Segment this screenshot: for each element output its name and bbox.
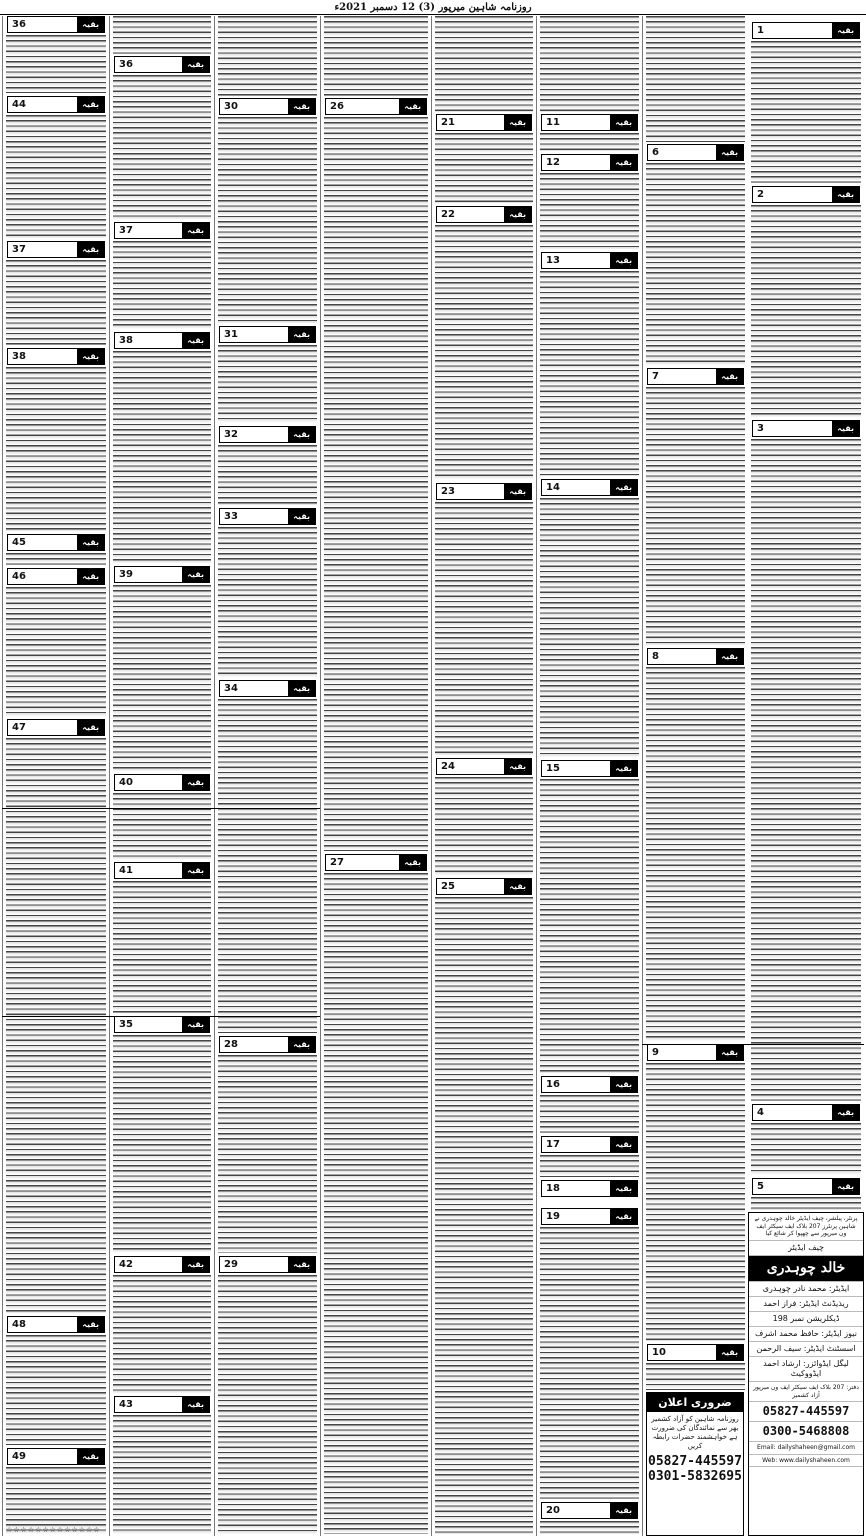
column-1 — [2, 16, 109, 1536]
continuation-number: 22 — [441, 209, 455, 220]
article-text-block — [540, 1095, 639, 1133]
continuation-box-13 — [541, 252, 638, 269]
continuation-box-36 — [114, 56, 210, 73]
continuation-number: 40 — [119, 777, 133, 788]
continuation-number: 9 — [652, 1047, 659, 1058]
continuation-tag: بقیہ — [832, 23, 859, 38]
continuation-number: 7 — [652, 371, 659, 382]
article-text-block — [218, 699, 317, 1033]
chief-editor-label: چیف ایڈیٹر — [749, 1241, 863, 1256]
continuation-box-11 — [541, 114, 638, 131]
article-text-block — [435, 502, 533, 755]
continuation-number: 32 — [224, 429, 238, 440]
continuation-number: 41 — [119, 865, 133, 876]
continuation-box-30 — [219, 98, 316, 115]
continuation-number: 44 — [12, 99, 26, 110]
article-text-block — [646, 667, 745, 1041]
office-address-line: دفتر: 207 بلاک ایف سیکٹر ایف ون میرپور آزاد کشمیر — [749, 1382, 863, 1402]
continuation-tag: بقیہ — [288, 99, 315, 114]
continuation-number: 37 — [12, 244, 26, 255]
continuation-number: 27 — [330, 857, 344, 868]
continuation-number: 38 — [119, 335, 133, 346]
article-text-block — [218, 16, 317, 96]
continuation-box-6 — [647, 144, 744, 161]
article-text-block — [435, 777, 533, 875]
continuation-tag: بقیہ — [610, 115, 637, 130]
article-text-block — [113, 75, 211, 219]
continuation-number: 45 — [12, 537, 26, 548]
article-text-block — [435, 133, 533, 203]
continuation-tag: بقیہ — [610, 155, 637, 170]
continuation-box-18 — [541, 1180, 638, 1197]
article-text-block — [751, 439, 861, 1101]
continuation-number: 18 — [546, 1183, 560, 1194]
continuation-box-3 — [752, 420, 860, 437]
continuation-box-37 — [7, 241, 105, 258]
continuation-tag: بقیہ — [610, 1503, 637, 1518]
continuation-box-17 — [541, 1136, 638, 1153]
continuation-tag: بقیہ — [716, 1345, 743, 1360]
column-separator-line — [642, 1044, 864, 1045]
continuation-number: 14 — [546, 482, 560, 493]
article-text-block — [113, 241, 211, 329]
article-text-block — [751, 1197, 861, 1210]
masthead-phone-1: 05827-445597 — [749, 1402, 863, 1422]
continuation-tag: بقیہ — [182, 57, 209, 72]
continuation-box-8 — [647, 648, 744, 665]
legal-advisor-line: لیگل ایڈوائزر: ارشاد احمد ایڈووکیٹ — [749, 1357, 863, 1382]
continuation-number: 24 — [441, 761, 455, 772]
article-text-block — [324, 16, 428, 96]
continuation-box-36 — [7, 16, 105, 33]
continuation-number: 11 — [546, 117, 560, 128]
continuation-tag: بقیہ — [504, 879, 531, 894]
continuation-number: 2 — [757, 189, 764, 200]
continuation-number: 19 — [546, 1211, 560, 1222]
column-separator-line — [2, 808, 320, 809]
continuation-box-47 — [7, 719, 105, 736]
continuation-number: 38 — [12, 351, 26, 362]
article-text-block — [646, 16, 745, 142]
continuation-box-41 — [114, 862, 210, 879]
continuation-number: 20 — [546, 1505, 560, 1516]
article-text-block — [6, 553, 106, 565]
article-text-block — [751, 205, 861, 417]
continuation-number: 48 — [12, 1319, 26, 1330]
continuation-tag: بقیہ — [716, 1045, 743, 1060]
article-text-block — [646, 387, 745, 645]
continuation-number: 6 — [652, 147, 659, 158]
continuation-box-12 — [541, 154, 638, 171]
continuation-box-16 — [541, 1076, 638, 1093]
article-text-block — [6, 367, 106, 531]
continuation-number: 4 — [757, 1107, 764, 1118]
continuation-tag: بقیہ — [77, 720, 104, 735]
masthead-printer-line: پرنٹر، پبلشر، چیف ایڈیٹر خالد چوہدری نے شاہین پرنٹرز 207 بلاک ایف سیکٹر ایف ون میرپور سے چھپوا کر شائع کیا — [749, 1213, 863, 1241]
continuation-box-26 — [325, 98, 427, 115]
continuation-box-7 — [647, 368, 744, 385]
article-text-block — [540, 271, 639, 476]
newspaper-page — [2, 16, 864, 1536]
continuation-number: 39 — [119, 569, 133, 580]
continuation-tag: بقیہ — [182, 1017, 209, 1032]
column-5 — [431, 16, 536, 1536]
continuation-box-45 — [7, 534, 105, 551]
masthead-email: Email: dailyshaheen@gmail.com — [749, 1442, 863, 1455]
continuation-box-20 — [541, 1502, 638, 1519]
continuation-tag: بقیہ — [610, 1077, 637, 1092]
continuation-number: 36 — [12, 19, 26, 30]
continuation-number: 13 — [546, 255, 560, 266]
continuation-box-9 — [647, 1044, 744, 1061]
article-text-block — [113, 1275, 211, 1393]
article-text-block — [218, 117, 317, 323]
continuation-number: 15 — [546, 763, 560, 774]
article-text-block — [540, 133, 639, 151]
article-text-block — [6, 587, 106, 716]
continuation-number: 3 — [757, 423, 764, 434]
article-text-block — [6, 260, 106, 345]
ad-phone-1: 05827-445597 — [648, 1454, 742, 1470]
ad-body: روزنامہ شاہین کو آزاد کشمیر بھر سے نمائندگان کی ضرورت ہے خواہشمند حضرات رابطہ کریں — [651, 1415, 739, 1451]
continuation-tag: بقیہ — [77, 535, 104, 550]
article-text-block — [113, 351, 211, 563]
continuation-number: 42 — [119, 1259, 133, 1270]
continuation-box-39 — [114, 566, 210, 583]
article-text-block — [435, 897, 533, 1534]
article-text-block — [218, 1275, 317, 1534]
resident-editor-line: ریذیڈنٹ ایڈیٹر: فراز احمد — [749, 1297, 863, 1312]
continuation-tag: بقیہ — [610, 1137, 637, 1152]
masthead — [748, 1212, 864, 1536]
continuation-number: 25 — [441, 881, 455, 892]
continuation-tag: بقیہ — [77, 17, 104, 32]
continuation-box-29 — [219, 1256, 316, 1273]
continuation-box-27 — [325, 854, 427, 871]
continuation-tag: بقیہ — [77, 569, 104, 584]
continuation-tag: بقیہ — [77, 242, 104, 257]
article-text-block — [6, 115, 106, 238]
continuation-number: 34 — [224, 683, 238, 694]
continuation-number: 49 — [12, 1451, 26, 1462]
continuation-box-40 — [114, 774, 210, 791]
continuation-tag: بقیہ — [832, 1179, 859, 1194]
article-text-block — [218, 527, 317, 677]
continuation-number: 47 — [12, 722, 26, 733]
editor-line: ایڈیٹر: محمد نادر چوہدری — [749, 1282, 863, 1297]
ad-phone-2: 0301-5832695 — [648, 1469, 742, 1485]
continuation-tag: بقیہ — [288, 509, 315, 524]
article-text-block — [218, 1055, 317, 1253]
article-text-block — [646, 1363, 745, 1390]
continuation-box-15 — [541, 760, 638, 777]
continuation-box-28 — [219, 1036, 316, 1053]
continuation-box-21 — [436, 114, 532, 131]
continuation-box-37 — [114, 222, 210, 239]
article-text-block — [324, 117, 428, 851]
continuation-tag: بقیہ — [610, 253, 637, 268]
continuation-box-10 — [647, 1344, 744, 1361]
continuation-number: 28 — [224, 1039, 238, 1050]
article-text-block — [113, 793, 211, 859]
continuation-box-35 — [114, 1016, 210, 1033]
article-text-block — [218, 445, 317, 505]
continuation-tag: بقیہ — [832, 421, 859, 436]
article-text-block — [113, 16, 211, 54]
ad-title: ضروری اعلان — [647, 1393, 743, 1412]
continuation-tag: بقیہ — [504, 115, 531, 130]
continuation-tag: بقیہ — [182, 567, 209, 582]
article-text-block — [435, 16, 533, 112]
continuation-tag: بقیہ — [77, 1317, 104, 1332]
continuation-number: 1 — [757, 25, 764, 36]
continuation-tag: بقیہ — [182, 775, 209, 790]
article-text-block — [6, 1335, 106, 1445]
continuation-tag: بقیہ — [504, 759, 531, 774]
article-text-block — [113, 1415, 211, 1534]
continuation-box-19 — [541, 1208, 638, 1225]
continuation-number: 35 — [119, 1019, 133, 1030]
continuation-number: 16 — [546, 1079, 560, 1090]
announcement-ad — [646, 1392, 744, 1536]
continuation-number: 46 — [12, 571, 26, 582]
continuation-box-4 — [752, 1104, 860, 1121]
footer-stars: ☆☆☆☆☆☆☆☆☆☆☆☆☆ — [6, 1526, 101, 1534]
continuation-tag: بقیہ — [288, 1037, 315, 1052]
article-text-block — [113, 585, 211, 771]
continuation-number: 36 — [119, 59, 133, 70]
continuation-number: 17 — [546, 1139, 560, 1150]
article-text-block — [540, 1227, 639, 1499]
continuation-tag: بقیہ — [288, 427, 315, 442]
continuation-tag: بقیہ — [832, 1105, 859, 1120]
continuation-box-23 — [436, 483, 532, 500]
article-text-block — [540, 173, 639, 249]
continuation-tag: بقیہ — [288, 1257, 315, 1272]
continuation-number: 23 — [441, 486, 455, 497]
continuation-tag: بقیہ — [504, 484, 531, 499]
continuation-tag: بقیہ — [610, 761, 637, 776]
continuation-box-32 — [219, 426, 316, 443]
continuation-tag: بقیہ — [610, 480, 637, 495]
continuation-tag: بقیہ — [182, 1397, 209, 1412]
column-7 — [642, 16, 748, 1536]
continuation-box-25 — [436, 878, 532, 895]
continuation-tag: بقیہ — [504, 207, 531, 222]
assistant-editor-line: اسسٹنٹ ایڈیٹر: سیف الرحمن — [749, 1342, 863, 1357]
continuation-box-42 — [114, 1256, 210, 1273]
continuation-box-1 — [752, 22, 860, 39]
continuation-box-38 — [114, 332, 210, 349]
continuation-box-2 — [752, 186, 860, 203]
continuation-box-38 — [7, 348, 105, 365]
article-text-block — [540, 16, 639, 112]
continuation-tag: بقیہ — [716, 369, 743, 384]
continuation-box-31 — [219, 326, 316, 343]
chief-editor-name: خالد چوہدری — [749, 1256, 863, 1283]
masthead-phone-2: 0300-5468808 — [749, 1422, 863, 1442]
article-text-block — [751, 1123, 861, 1175]
continuation-number: 43 — [119, 1399, 133, 1410]
article-text-block — [113, 881, 211, 1013]
continuation-box-5 — [752, 1178, 860, 1195]
continuation-box-33 — [219, 508, 316, 525]
continuation-tag: بقیہ — [77, 349, 104, 364]
article-text-block — [540, 498, 639, 757]
continuation-number: 26 — [330, 101, 344, 112]
continuation-box-14 — [541, 479, 638, 496]
column-6 — [536, 16, 642, 1536]
masthead-website: Web: www.dailyshaheen.com — [749, 1455, 863, 1468]
continuation-number: 10 — [652, 1347, 666, 1358]
continuation-box-24 — [436, 758, 532, 775]
continuation-number: 12 — [546, 157, 560, 168]
continuation-box-43 — [114, 1396, 210, 1413]
continuation-tag: بقیہ — [182, 223, 209, 238]
continuation-tag: بقیہ — [288, 681, 315, 696]
article-text-block — [540, 1521, 639, 1534]
article-text-block — [6, 35, 106, 93]
continuation-tag: بقیہ — [716, 649, 743, 664]
article-text-block — [646, 163, 745, 365]
continuation-box-49 — [7, 1448, 105, 1465]
continuation-tag: بقیہ — [182, 333, 209, 348]
continuation-box-22 — [436, 206, 532, 223]
continuation-number: 21 — [441, 117, 455, 128]
article-text-block — [324, 873, 428, 1534]
column-4 — [320, 16, 431, 1536]
article-text-block — [6, 738, 106, 1313]
continuation-number: 37 — [119, 225, 133, 236]
continuation-tag: بقیہ — [610, 1181, 637, 1196]
column-2 — [109, 16, 214, 1536]
continuation-number: 29 — [224, 1259, 238, 1270]
article-text-block — [646, 1063, 745, 1341]
continuation-tag: بقیہ — [399, 99, 426, 114]
article-text-block — [6, 1467, 106, 1534]
article-text-block — [540, 779, 639, 1073]
continuation-number: 8 — [652, 651, 659, 662]
article-text-block — [540, 1155, 639, 1177]
article-text-block — [113, 1035, 211, 1253]
continuation-tag: بقیہ — [832, 187, 859, 202]
continuation-tag: بقیہ — [77, 1449, 104, 1464]
continuation-number: 5 — [757, 1181, 764, 1192]
continuation-tag: بقیہ — [716, 145, 743, 160]
continuation-box-44 — [7, 96, 105, 113]
continuation-number: 30 — [224, 101, 238, 112]
continuation-box-48 — [7, 1316, 105, 1333]
continuation-number: 31 — [224, 329, 238, 340]
header-title: روزنامہ شاہین میرپور (3) 12 دسمبر 2021ء — [334, 1, 532, 13]
continuation-box-34 — [219, 680, 316, 697]
continuation-tag: بقیہ — [182, 863, 209, 878]
column-3 — [214, 16, 320, 1536]
continuation-tag: بقیہ — [399, 855, 426, 870]
continuation-tag: بقیہ — [182, 1257, 209, 1272]
continuation-tag: بقیہ — [610, 1209, 637, 1224]
continuation-tag: بقیہ — [77, 97, 104, 112]
continuation-number: 33 — [224, 511, 238, 522]
article-text-block — [218, 345, 317, 423]
continuation-box-46 — [7, 568, 105, 585]
news-editor-line: نیوز ایڈیٹر: حافظ محمد اشرف — [749, 1327, 863, 1342]
page-header — [0, 0, 866, 15]
registration-line: ڈیکلریشن نمبر 198 — [749, 1312, 863, 1327]
column-separator-line — [2, 1016, 320, 1017]
article-text-block — [435, 225, 533, 480]
article-text-block — [751, 41, 861, 183]
continuation-tag: بقیہ — [288, 327, 315, 342]
